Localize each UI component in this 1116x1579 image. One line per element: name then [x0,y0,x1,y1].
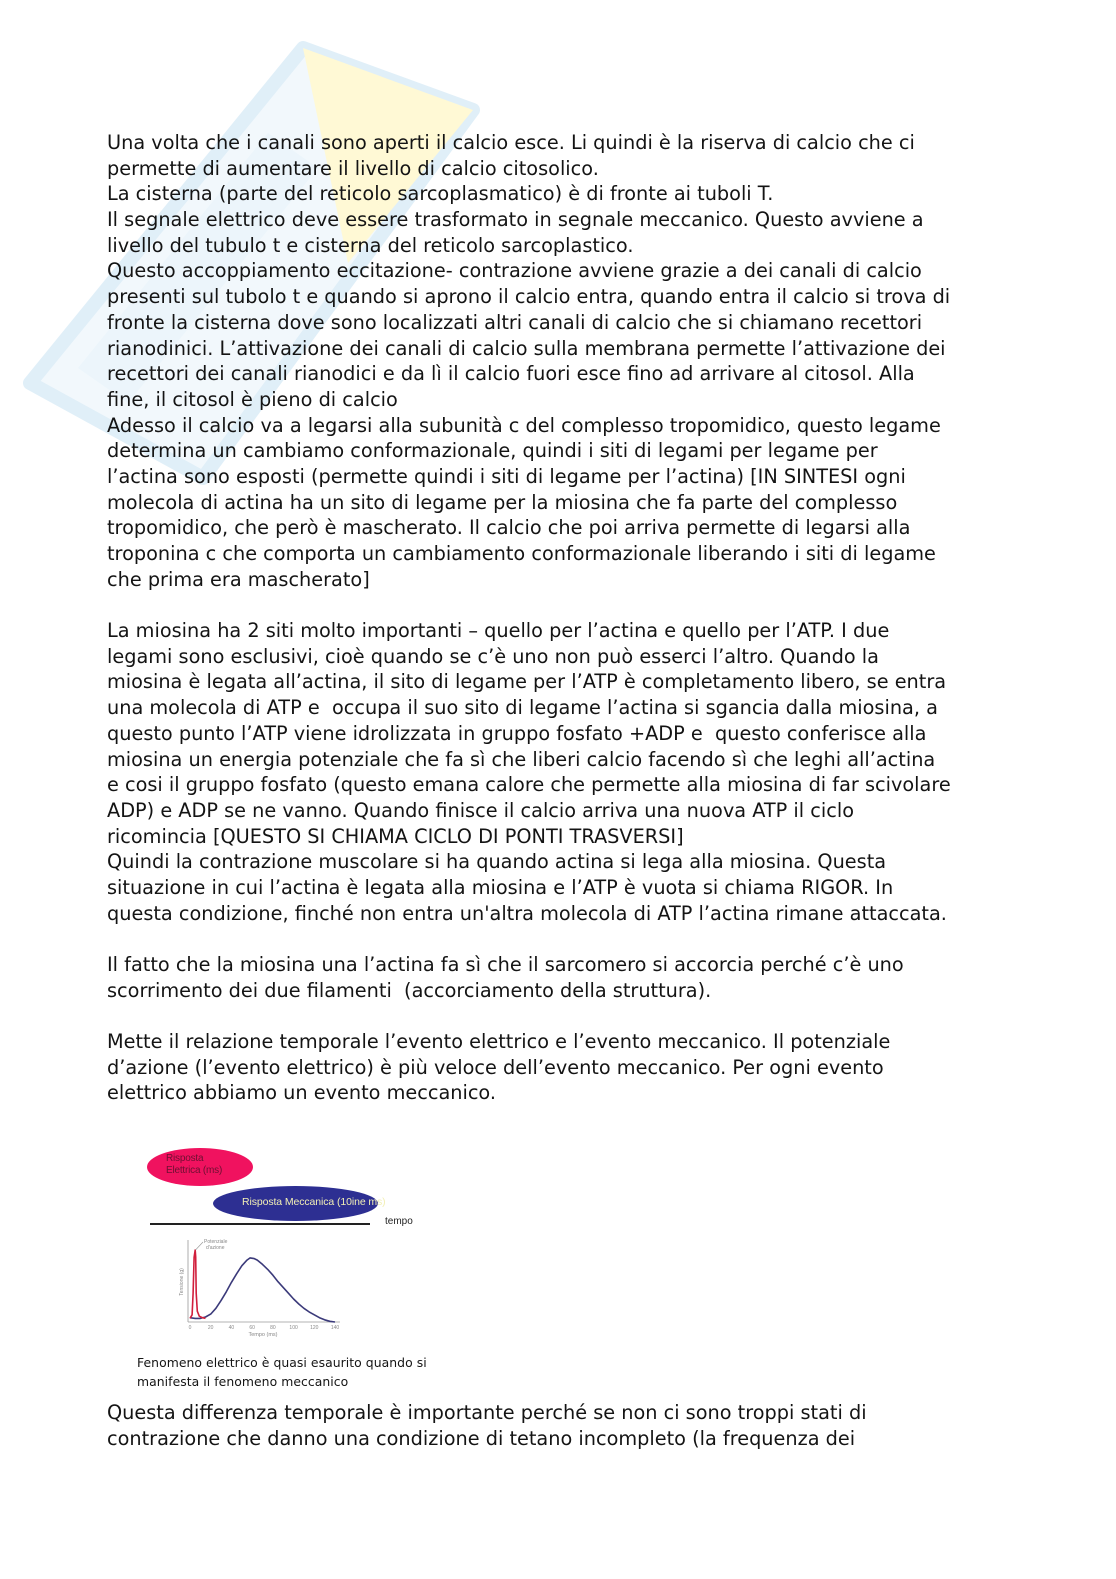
document-body [107,130,951,1106]
twitch-chart [175,1230,350,1340]
text-line: d’azione (l’evento elettrico) è più veloce dell’evento meccanico. Per ogni evento [107,1055,884,1079]
chart-x-tick-label: 40 [228,1325,235,1331]
blank-line [107,1003,951,1029]
chart-x-tick-label: 120 [310,1325,319,1331]
text-line: ADP) e ADP se ne vanno. Quando finisce il calcio arriva una nuova ATP il ciclo [107,798,854,822]
text-line: Adesso il calcio va a legarsi alla subunità c del complesso tropomidico, questo legame [107,413,941,437]
text-line: La cisterna (parte del reticolo sarcoplasmatico) è di fronte ai tuboli T. [107,182,774,206]
text-line: Questa differenza temporale è importante perché se non ci sono troppi stati di [107,1401,867,1424]
text-line: Il fatto che la miosina una l’actina fa sì che il sarcomero si accorcia perché c’è uno [107,953,904,976]
chart-x-tick-label: 60 [249,1325,255,1331]
text-line: permette di aumentare il livello di calcio citosolico. [107,156,599,180]
caption-line: Fenomeno elettrico è quasi esaurito quando si [137,1355,427,1370]
text-line: e cosi il gruppo fosfato (questo emana calore che permette alla miosina di far scivolare [107,773,951,797]
electrical-label-line: Risposta [166,1153,204,1164]
text-line: recettori dei canali rianodici e da lì il calcio fuori esce fino ad arrivare al citosol. Alla [107,362,915,386]
paragraph [107,207,951,258]
chart-series-group [190,1250,335,1322]
caption-line: manifesta il fenomeno meccanico [137,1374,349,1389]
annotation-line: d'azione [206,1245,225,1251]
text-line: questo punto l’ATP viene idrolizzata in gruppo fosfato +ADP e questo conferisce alla [107,721,927,745]
chart-x-tick-label: 100 [289,1325,298,1331]
text-line: situazione in cui l’actina è legata alla miosina e l’ATP è vuota si chiama RIGOR. In [107,875,894,899]
text-line: fine, il citosol è pieno di calcio [107,387,398,411]
chart-ylabel: Tensione (g) [179,1268,185,1296]
text-line: Mette il relazione temporale l’evento elettrico e l’evento meccanico. Il potenziale [107,1030,891,1054]
paragraph [107,1400,867,1451]
text-line: Una volta che i canali sono aperti il calcio esce. Li quindi è la riserva di calcio che ci [107,131,915,154]
text-line: La miosina ha 2 siti molto importanti – quello per l’actina e quello per l’ATP. I due [107,619,890,643]
chart-x-tick-label: 0 [188,1325,192,1331]
text-line: questa condizione, finché non entra un'altra molecola di ATP l’actina rimane attaccata. [107,901,947,925]
chart-x-tick-label: 140 [330,1325,340,1331]
time-axis-label: tempo [385,1216,413,1227]
text-line: contrazione che danno una condizione di tetano incompleto (la frequenza dei [107,1426,856,1450]
chart-series-line [190,1258,335,1322]
chart-xlabel: Tempo (ms) [248,1332,278,1338]
paragraph [107,181,951,207]
text-line: una molecola di ATP e occupa il suo sito di legame l’actina si sgancia dalla miosina, a [107,696,938,720]
text-line: fronte la cisterna dove sono localizzati altri canali di calcio che si chiamano recettori [107,310,923,334]
figure-caption [137,1353,427,1391]
paragraph [107,618,951,849]
time-axis-line [150,1223,370,1225]
mechanical-response-label: Risposta Meccanica (10ine ms) [242,1196,386,1208]
text-line: determina un cambiamo conformazionale, quindi i siti di legami per legame per [107,439,878,463]
text-line: miosina un energia potenziale che fa sì che liberi calcio facendo sì che leghi all’actina [107,747,936,771]
text-line: scorrimento dei due filamenti (accorciamento della struttura). [107,978,712,1002]
text-line: Quindi la contrazione muscolare si ha quando actina si lega alla miosina. Questa [107,850,887,874]
annotation-line: Potenziale [204,1239,228,1245]
annotation-leader [196,1242,204,1250]
text-line: presenti sul tubolo t e quando si aprono il calcio entra, quando entra il calcio si trova di [107,285,951,309]
text-line: rianodinici. L’attivazione dei canali di calcio sulla membrana permette l’attivazione dei [107,336,946,360]
text-line: legami sono esclusivi, cioè quando se c’è uno non può esserci l’altro. Quando la [107,644,879,668]
blank-line [107,926,951,952]
paragraph [107,258,951,412]
timing-figure [130,1135,470,1395]
chart-x-tick-label: 20 [207,1325,214,1331]
text-line: troponina c che comporta un cambiamento conformazionale liberando i siti di legame [107,542,936,565]
text-line: molecola di actina ha un sito di legame per la miosina che fa parte del complesso [107,490,898,514]
chart-x-ticks [189,1325,340,1331]
paragraph [107,952,951,1003]
text-line: tropomidico, che però è mascherato. Il calcio che poi arriva permette di legarsi alla [107,516,911,540]
text-line: elettrico abbiamo un evento meccanico. [107,1081,497,1105]
text-line: che prima era mascherato] [107,567,370,591]
paragraph [107,849,951,926]
text-line: miosina è legata all’actina, il sito di legame per l’ATP è completamento libero, se entra [107,670,947,694]
chart-x-tick-label: 80 [270,1325,276,1331]
text-line: livello del tubulo t e cisterna del reticolo sarcoplastico. [107,233,634,257]
paragraph [107,130,951,181]
electrical-label-line: Elettrica (ms) [166,1165,223,1176]
text-line: Il segnale elettrico deve essere trasformato in segnale meccanico. Questo avviene a [107,208,924,232]
paragraph [107,413,951,593]
blank-line [107,592,951,618]
paragraph [107,1029,951,1106]
text-line: ricomincia [QUESTO SI CHIAMA CICLO DI PONTI TRASVERSI] [107,824,684,848]
chart-series-line [190,1250,206,1318]
text-line: l’actina sono esposti (permette quindi i siti di legame per l’actina) [IN SINTESI ogni [107,464,906,488]
document-body-continued [107,1400,867,1451]
electrical-response-label [166,1153,222,1177]
text-line: Questo accoppiamento eccitazione- contrazione avviene grazie a dei canali di calcio [107,259,922,283]
